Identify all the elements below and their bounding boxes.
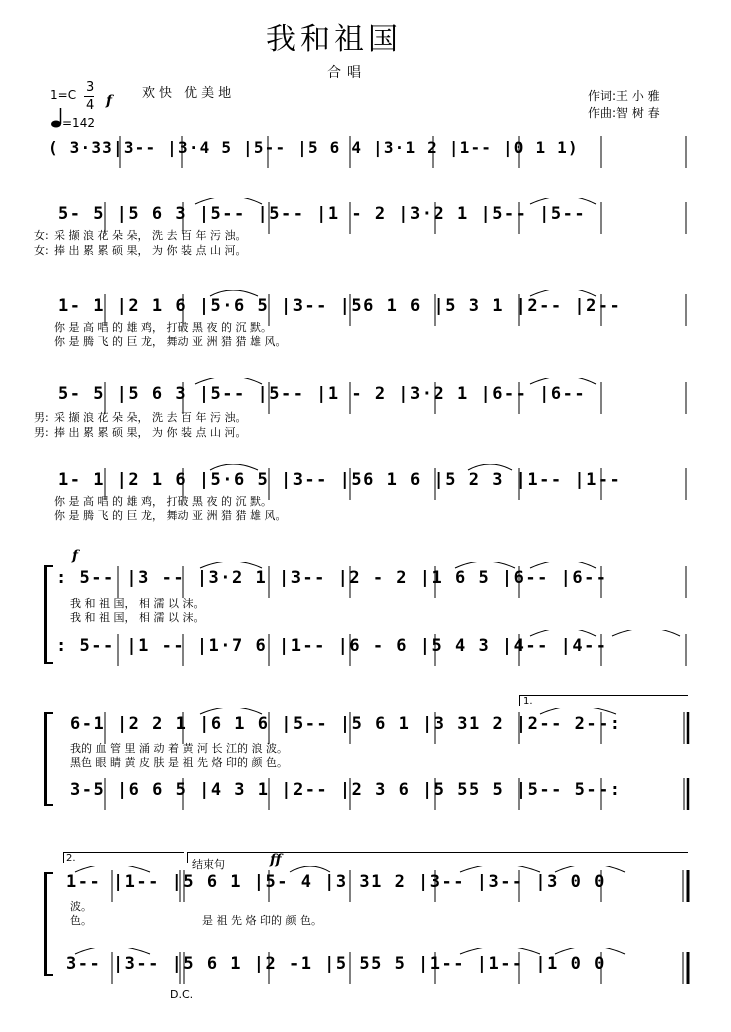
unison-lower-notes: : 5-- |1 -- |1·7 6 |1-- |6 - 6 |5 4 3 |4-- |4-- xyxy=(56,636,608,656)
voice-label-4: 男: xyxy=(34,426,49,439)
volta-label-1: 1. xyxy=(523,696,533,707)
volta-bracket-2 xyxy=(63,852,184,863)
ending-upper-notes: 1-- |1-- |5 6 1 |5- 4 |3 31 2 |3-- |3-- |3 0 0 xyxy=(66,872,606,892)
volta-bracket-1 xyxy=(519,695,688,706)
voice-label-2: 女: xyxy=(34,244,49,257)
ending-lower-notes: 3-- |3-- |5 6 1 |2 -1 |5 55 5 |1-- |1-- |1 0 0 xyxy=(66,954,606,974)
male-verse-notes: 5- 5 |5 6 3 |5-- |5-- |1 - 2 |3·2 1 |6-- |6-- xyxy=(58,384,587,404)
unison-upper-notes: : 5-- |3 -- |3·2 1 |3-- |2 - 2 |1 6 5 |6-- |6-- xyxy=(56,568,608,588)
lyricist-credit: 作词:王 小 雅 xyxy=(588,89,660,103)
song-title: 我和祖国 xyxy=(266,22,402,57)
lyrics-line: 捧 出 累 累 硕 果， 为 你 装 点 山 河。 xyxy=(54,244,247,257)
lyrics-line: 你 是 高 唱 的 雄 鸡， 打破 黑 夜 的 沉 默。 xyxy=(54,495,272,508)
system-ending-lower xyxy=(0,948,731,984)
system-unison-upper xyxy=(0,562,731,598)
system-ending-upper xyxy=(0,866,731,902)
time-signature-top: 3 xyxy=(86,80,95,95)
dynamic-mark: ff xyxy=(270,852,282,868)
composer-credit: 作曲:智 树 春 xyxy=(588,106,660,120)
lyrics-line: 我 和 祖 国， 相 濡 以 沫。 xyxy=(70,611,205,624)
system-main-upper xyxy=(0,708,731,744)
male-chorus-notes: 1- 1 |2 1 6 |5·6 5 |3-- |56 1 6 |5 2 3 |1-- |1-- xyxy=(58,470,622,490)
lyrics-line: 捧 出 累 累 硕 果， 为 你 装 点 山 河。 xyxy=(54,426,247,439)
tempo-value: =142 xyxy=(62,116,95,130)
time-signature-bar xyxy=(84,96,94,97)
female-verse-notes: 5- 5 |5 6 3 |5-- |5-- |1 - 2 |3·2 1 |5-- |5-- xyxy=(58,204,587,224)
lyrics-line: 你 是 高 唱 的 雄 鸡， 打破 黑 夜 的 沉 默。 xyxy=(54,321,272,334)
time-signature-bottom: 4 xyxy=(86,98,95,113)
main-upper-notes: 6-1 |2 2 1 |6 1 6 |5-- |5 6 1 |3 31 2 |2-- 2--: xyxy=(70,714,622,734)
song-subtitle: 合唱 xyxy=(327,65,367,81)
lyrics-line: 你 是 腾 飞 的 巨 龙， 舞动 亚 洲 猎 猎 雄 风。 xyxy=(54,509,287,522)
expression-mark: 欢快 优美地 xyxy=(142,86,236,101)
key-signature: 1=C xyxy=(50,88,77,102)
voice-label-3: 男: xyxy=(34,411,49,424)
lyrics-line: 采 撷 浪 花 朵 朵， 洗 去 百 年 污 浊。 xyxy=(54,229,247,242)
lyrics-line: 是 祖 先 烙 印的 颜 色。 xyxy=(202,914,322,927)
system-main-lower xyxy=(0,774,731,810)
voice-label-1: 女: xyxy=(34,229,49,242)
volta-label-2: 2. xyxy=(66,853,76,864)
lyrics-line: 波。 xyxy=(70,900,92,913)
lyrics-line: 采 撷 浪 花 朵 朵， 洗 去 百 年 污 浊。 xyxy=(54,411,247,424)
dynamic-mark: f xyxy=(106,93,113,109)
prelude-notes: ( 3·33|3-- |3·4 5 |5-- |5 6 4 |3·1 2 |1-- |0 1 1) xyxy=(48,138,579,157)
dynamic-mark: f xyxy=(72,548,79,564)
da-capo-mark: D.C. xyxy=(170,988,194,1001)
lyrics-line: 黑色 眼 睛 黄 皮 肤 是 祖 先 烙 印的 颜 色。 xyxy=(70,756,288,769)
lyrics-line: 我 和 祖 国， 相 濡 以 沫。 xyxy=(70,597,205,610)
female-chorus-notes: 1- 1 |2 1 6 |5·6 5 |3-- |56 1 6 |5 3 1 |2-- |2-- xyxy=(58,296,622,316)
system-prelude xyxy=(0,132,731,168)
lyrics-line: 我的 血 管 里 涌 动 着 黄 河 长 江的 浪 波。 xyxy=(70,742,288,755)
ending-label: 结束句 xyxy=(192,858,225,871)
lyrics-line: 色。 xyxy=(70,914,92,927)
lyrics-line: 你 是 腾 飞 的 巨 龙， 舞动 亚 洲 猎 猎 雄 风。 xyxy=(54,335,287,348)
ending-bracket xyxy=(187,852,688,863)
system-unison-lower xyxy=(0,630,731,666)
main-lower-notes: 3-5 |6 6 5 |4 3 1 |2-- |2 3 6 |5 55 5 |5-- 5--: xyxy=(70,780,622,800)
